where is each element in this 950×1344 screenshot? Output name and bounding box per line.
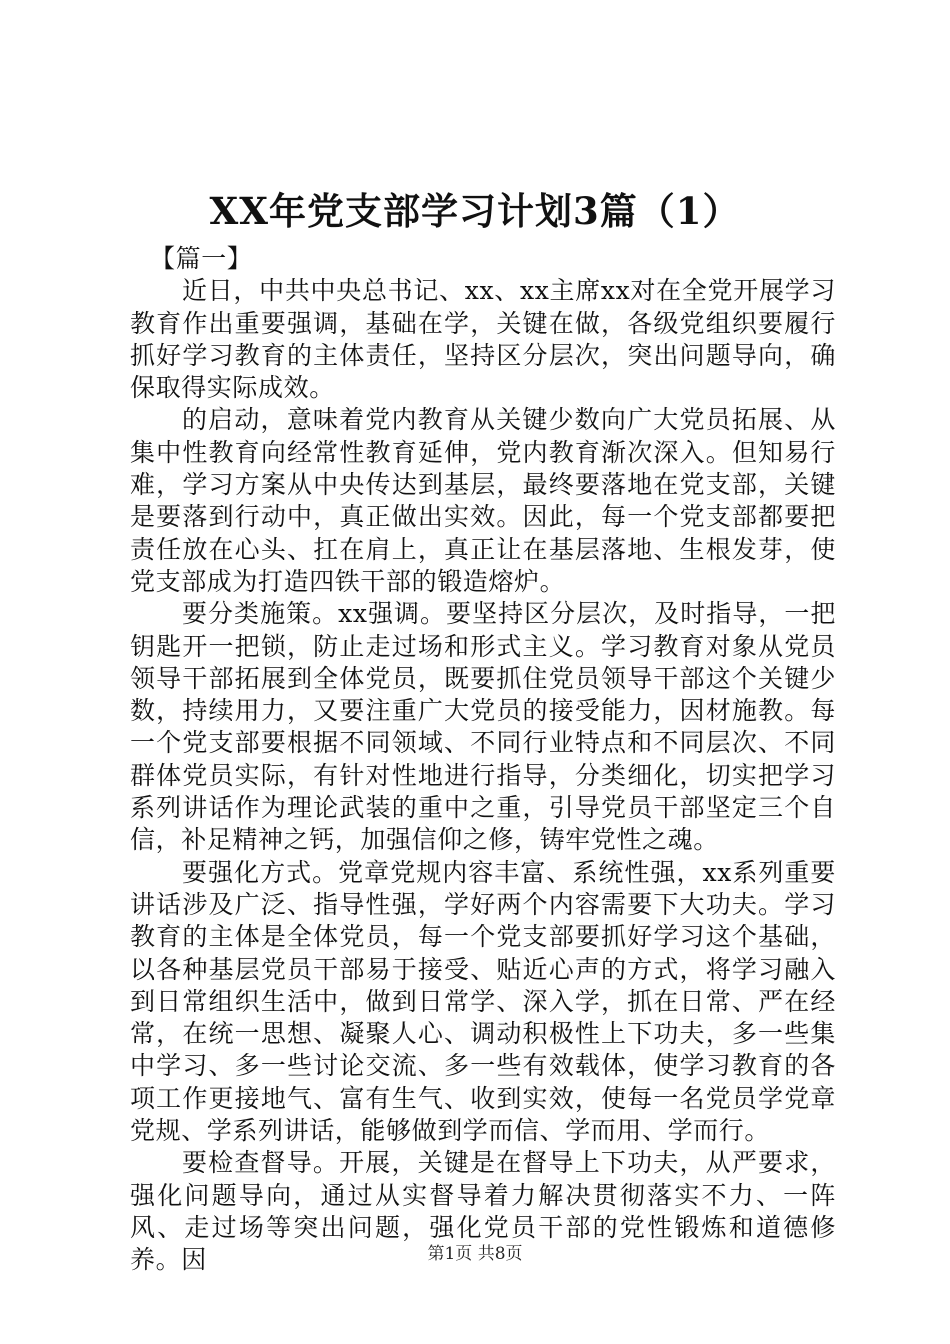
document-title: XX年党支部学习计划3篇（1） <box>209 189 741 233</box>
section-label: 【篇一】 <box>150 244 253 273</box>
paragraph-4: 要强化方式。党章党规内容丰富、系统性强，xx系列重要讲话涉及广泛、指导性强，学好两个内容需要下大功夫。学习教育的主体是全体党员，每一个党支部要抓好学习这个基础，以各种基层党员干部易于接受、贴近心声的方式，将学习融入到日常组织生活中，做到日常学、深入学，抓在日常、严在经常，在统一思想、凝聚人心、调动积极性上下功夫，多一些集中学习、多一些讨论交流、多一些有效载体，使学习教育的各项工作更接地气、富有生气、收到实效，使每一名党员学党章党规、学系列讲话，能够做到学而信、学而用、学而行。 <box>130 857 836 1146</box>
paragraph-2: 的启动，意味着党内教育从关键少数向广大党员拓展、从集中性教育向经常性教育延伸，党内教育渐次深入。但知易行难，学习方案从中央传达到基层，最终要落地在党支部，关键是要落到行动中，真正做出实效。因此，每一个党支部都要把责任放在心头、扛在肩上，真正让在基层落地、生根发芽，使党支部成为打造四铁干部的锻造熔炉。 <box>130 405 836 596</box>
paragraph-1: 近日，中共中央总书记、xx、xx主席xx对在全党开展学习教育作出重要强调，基础在学，关键在做，各级党组织要履行抓好学习教育的主体责任，坚持区分层次，突出问题导向，确保取得实际成效。 <box>130 276 836 403</box>
document-body <box>130 243 836 1277</box>
page-footer: 第1页 共8页 <box>427 1244 523 1264</box>
paragraph-5: 要检查督导。开展，关键是在督导上下功夫，从严要求，强化问题导向，通过从实督导着力解决贯彻落实不力、一阵风、走过场等突出问题，强化党员干部的党性锻炼和道德修养。因 <box>130 1148 836 1275</box>
paragraph-3: 要分类施策。xx强调。要坚持区分层次，及时指导，一把钥匙开一把锁，防止走过场和形式主义。学习教育对象从党员领导干部拓展到全体党员，既要抓住党员领导干部这个关键少数，持续用力，又要注重广大党员的接受能力，因材施教。每一个党支部要根据不同领域、不同行业特点和不同层次、不同群体党员实际，有针对性地进行指导，分类细化，切实把学习系列讲话作为理论武装的重中之重，引导党员干部坚定三个自信，补足精神之钙，加强信仰之修，铸牢党性之魂。 <box>130 599 836 855</box>
